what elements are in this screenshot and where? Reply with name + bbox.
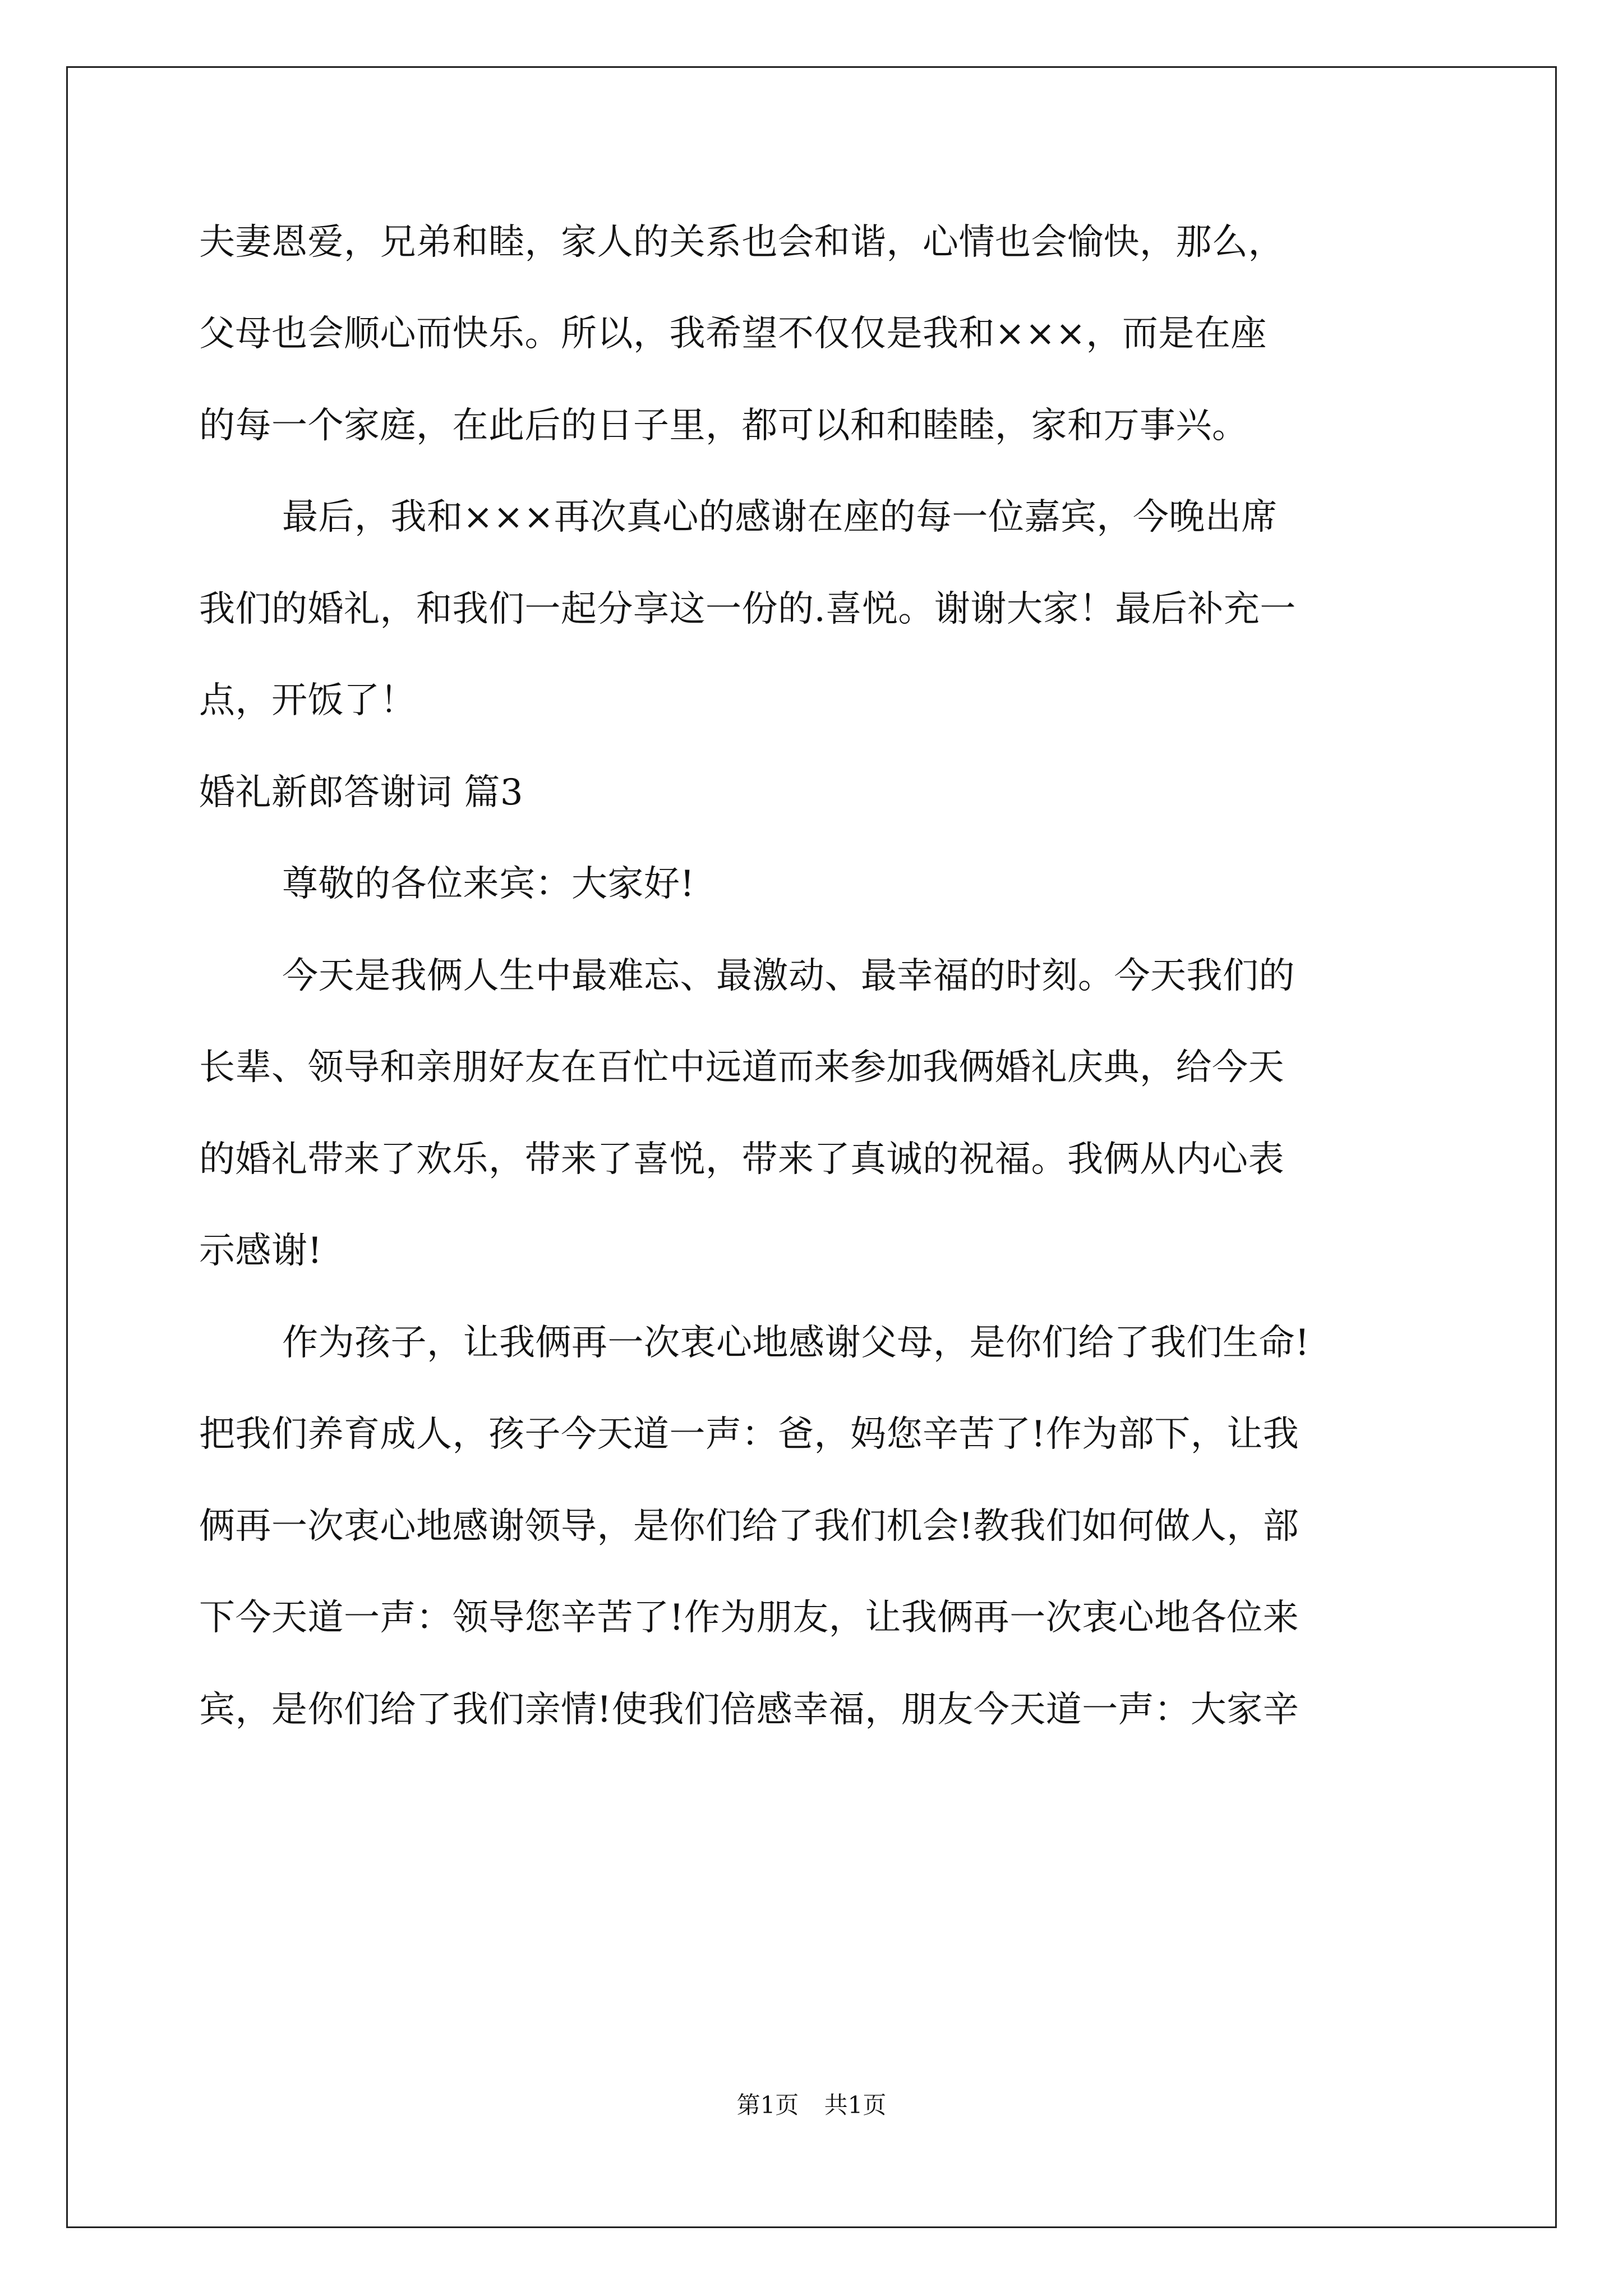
page-footer xyxy=(0,2087,1623,2120)
text-line: 夫妻恩爱，兄弟和睦，家人的关系也会和谐，心情也会愉快，那么， xyxy=(199,222,1284,263)
text-line: 俩再一次衷心地感谢领导，是你们给了我们机会!教我们如何做人，部 xyxy=(199,1506,1299,1547)
paragraph-first-line: 今天是我俩人生中最难忘、最激动、最幸福的时刻。今天我们的 xyxy=(282,955,1295,997)
text-line: 的婚礼带来了欢乐，带来了喜悦，带来了真诚的祝福。我俩从内心表 xyxy=(199,1139,1284,1180)
page-total: 共1页 xyxy=(824,2091,887,2119)
text-line: 示感谢! xyxy=(199,1230,322,1272)
paragraph-first-line: 最后，我和×××再次真心的感谢在座的每一位嘉宾，今晚出席 xyxy=(282,496,1278,538)
text-line: 把我们养育成人，孩子今天道一声：爸，妈您辛苦了!作为部下，让我 xyxy=(199,1414,1299,1455)
text-line: 我们的婚礼，和我们一起分享这一份的.喜悦。谢谢大家！最后补充一 xyxy=(199,588,1296,630)
text-line: 下今天道一声：领导您辛苦了!作为朋友，让我俩再一次衷心地各位来 xyxy=(199,1597,1299,1639)
text-line: 点，开饭了！ xyxy=(199,680,416,721)
section-heading: 婚礼新郎答谢词 篇3 xyxy=(199,772,524,813)
text-line: 宾，是你们给了我们亲情!使我们倍感幸福，朋友今天道一声：大家辛 xyxy=(199,1689,1299,1731)
paragraph-first-line: 作为孩子，让我俩再一次衷心地感谢父母，是你们给了我们生命! xyxy=(282,1322,1310,1364)
text-line: 长辈、领导和亲朋好友在百忙中远道而来参加我俩婚礼庆典，给今天 xyxy=(199,1047,1284,1088)
text-line: 的每一个家庭，在此后的日子里，都可以和和睦睦，家和万事兴。 xyxy=(199,405,1248,447)
salutation: 尊敬的各位来宾：大家好! xyxy=(282,863,695,905)
page-number: 第1页 xyxy=(736,2091,799,2119)
text-line: 父母也会顺心而快乐。所以，我希望不仅仅是我和×××，而是在座 xyxy=(199,313,1267,355)
